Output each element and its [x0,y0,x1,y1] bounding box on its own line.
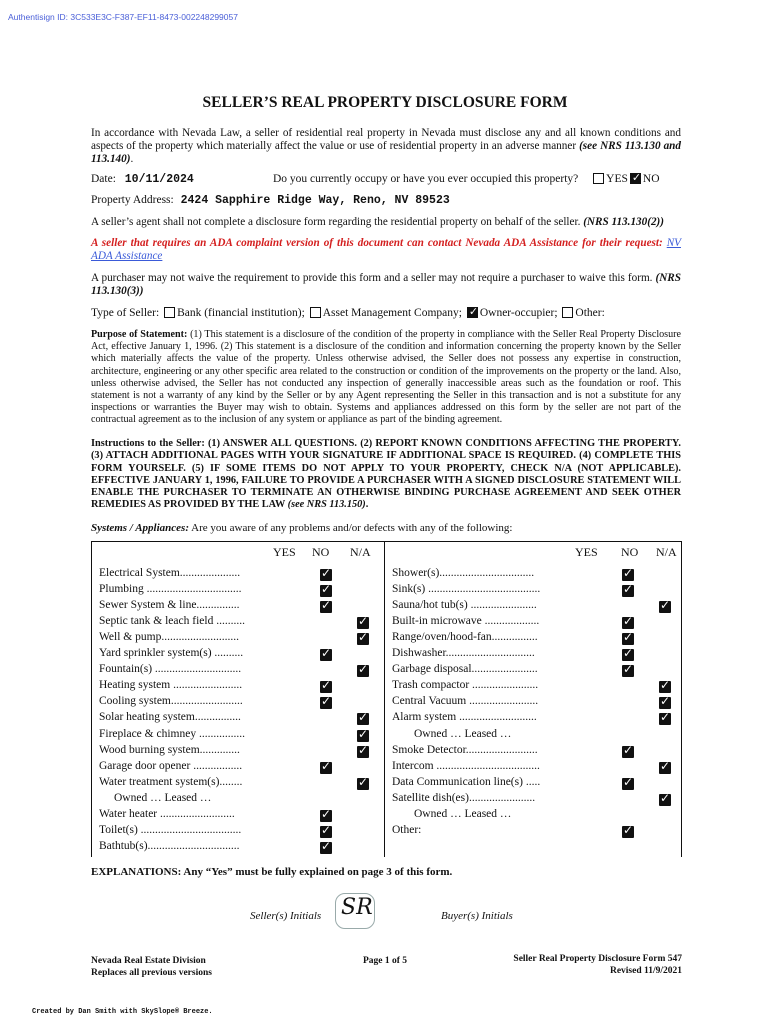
date-value[interactable]: 10/11/2024 [124,173,194,186]
footer-revised: Revised 11/9/2021 [609,966,682,976]
seller-type-other-checkbox[interactable] [562,307,573,318]
left-item-label: Well & pump........................... [99,631,239,644]
right-na-checkbox[interactable] [659,713,671,725]
intro-ref: (see NRS 113.130 and 113.140) [91,140,681,165]
form-title: SELLER’S REAL PROPERTY DISCLOSURE FORM [202,94,568,111]
left-item-label: Plumbing ................................. [99,583,242,596]
left-item-label: Cooling system......................... [99,695,243,708]
left-na-checkbox[interactable] [357,665,369,677]
right-item-label: Satellite dish(es)....................... [392,791,536,804]
table-divider [384,542,385,857]
left-item-label: Fountain(s) .............................. [99,663,242,676]
left-na-header: N/A [350,545,371,559]
occupy-row [273,173,660,185]
left-no-checkbox[interactable] [320,826,332,838]
left-item-label: Bathtub(s)................................ [99,839,240,852]
left-no-checkbox[interactable] [320,842,332,854]
seller-initials-label: Seller(s) Initials [250,910,322,922]
waive-ref: (NRS 113.130(3)) [91,272,681,297]
right-item-label: Garbage disposal....................... [392,663,538,676]
address-value[interactable]: 2424 Sapphire Ridge Way, Reno, NV 89523 [180,194,450,207]
seller-initials-signature: SR [341,895,373,920]
right-no-checkbox[interactable] [622,665,634,677]
left-item-label: Solar heating system................ [99,711,241,724]
left-item-label: Heating system ........................ [99,679,243,692]
date-row [91,173,194,186]
right-na-checkbox[interactable] [659,681,671,693]
left-na-checkbox[interactable] [357,633,369,645]
right-item-label: Sink(s) ....................................... [392,583,541,596]
occupy-no-checkbox[interactable] [630,173,641,184]
intro-text: In accordance with Nevada Law, a seller of residential real property in Nevada must disclose any and all known conditions and aspects of the property which materially affect the value or use of residential property in an adverse manner [91,127,681,152]
right-no-checkbox[interactable] [622,649,634,661]
seller-type-bank-label: Bank (financial institution); [177,307,305,319]
left-item-label: Owned … Leased … [114,791,212,804]
right-no-header: NO [621,545,639,559]
right-item-label: Other: [392,823,422,836]
right-na-checkbox[interactable] [659,794,671,806]
left-no-checkbox[interactable] [320,681,332,693]
left-yes-header: YES [273,545,296,559]
right-item-label: Alarm system ........................... [392,711,537,724]
left-na-checkbox[interactable] [357,713,369,725]
seller-type-owner-label: Owner-occupier; [479,307,558,319]
right-na-checkbox[interactable] [659,697,671,709]
left-item-label: Septic tank & leach field .......... [99,615,245,628]
left-no-checkbox[interactable] [320,649,332,661]
right-no-checkbox[interactable] [622,617,634,629]
left-no-checkbox[interactable] [320,601,332,613]
left-no-header: NO [312,545,330,559]
footer-replaces: Replaces all previous versions [91,968,212,978]
explanations-note: EXPLANATIONS: Any “Yes” must be fully explained on page 3 of this form. [91,866,453,878]
address-row [91,194,450,207]
right-item-label: Owned … Leased … [414,727,512,740]
intro-paragraph [91,127,681,166]
right-no-checkbox[interactable] [622,633,634,645]
date-label: Date: [91,173,116,185]
right-item-label: Sauna/hot tub(s) ....................... [392,599,537,612]
left-na-checkbox[interactable] [357,617,369,629]
seller-type-other-label: Other: [575,307,605,319]
purpose-label: Purpose of Statement: [91,329,188,340]
right-item-label: Intercom .................................... [392,759,540,772]
right-no-checkbox[interactable] [622,746,634,758]
created-by: Created by Dan Smith with SkySlope® Breeze. [32,1008,213,1016]
left-no-checkbox[interactable] [320,569,332,581]
ada-link[interactable]: NV ADA Assistance [91,237,681,262]
purpose-text: (1) This statement is a disclosure of the condition of the property in compliance with the Seller Real Property Disclosure Act, effective January 1, 1996. (2) This statement is a disclosure of the condition and information concerning the property known by the Seller which materially affects the value of the property. Unless otherwise advised, the Seller does not possess any expertise in construction, architecture, engineering or any other specific area related to the construction or condition of the improvements on the property or the land. Also, unless otherwise advised, the Seller has not conducted any inspection of generally inaccessible areas such as the foundation or roof. This statement is not a warranty of any kind by the Seller or by any Agent representing the Seller in this transaction and is not a substitute for any inspections or warranties the Buyer may wish to obtain. Systems and appliances addressed on this form by the seller are not part of the contractual agreement as to the inclusion of any system or appliance as part of the binding agreement. [91,329,682,426]
systems-heading [91,522,512,534]
footer-right [513,953,682,977]
right-item-label: Trash compactor ....................... [392,679,539,692]
left-na-checkbox[interactable] [357,746,369,758]
footer-division: Nevada Real Estate Division [91,956,206,966]
left-item-label: Wood burning system.............. [99,743,240,756]
systems-table [91,541,682,857]
left-no-checkbox[interactable] [320,585,332,597]
left-item-label: Yard sprinkler system(s) .......... [99,647,244,660]
right-item-label: Data Communication line(s) ..... [392,775,541,788]
instructions-end: . [365,499,369,511]
right-item-label: Dishwasher............................... [392,647,535,660]
agent-note-ref: (NRS 113.130(2)) [583,216,665,228]
right-no-checkbox[interactable] [622,826,634,838]
right-no-checkbox[interactable] [622,569,634,581]
right-yes-header: YES [575,545,598,559]
right-na-header: N/A [656,545,677,559]
right-item-label: Owned … Leased … [414,807,512,820]
waive-text: A purchaser may not waive the requirement to provide this form and a seller may not require a purchaser to waive this form. [91,272,656,284]
instructions-text: Instructions to the Seller: (1) ANSWER ALL QUESTIONS. (2) REPORT KNOWN CONDITIONS AFFECTING THE PROPERTY. (3) ATTACH ADDITIONAL PAGES WITH YOUR SIGNATURE IF ADDITIONAL SPACE IS REQUIRED. (4) COMPLETE THIS FORM YOURSELF. (5) IF SOME ITEMS DO NOT APPLY TO YOUR PROPERTY, CHECK N/A (NOT APPLICABLE). EFFECTIVE JANUARY 1, 1996, FAILURE TO PROVIDE A PURCHASER WITH A SIGNED DISCLOSURE STATEMENT WILL ENABLE THE PURCHASER TO TERMINATE AN OTHERWISE BINDING PURCHASE AGREEMENT AND SEEK OTHER REMEDIES AS PROVIDED BY THE LAW [91,438,681,511]
left-item-label: Garage door opener ................. [99,759,243,772]
left-na-checkbox[interactable] [357,778,369,790]
left-no-checkbox[interactable] [320,810,332,822]
occupy-no-label: NO [642,173,660,185]
waive-paragraph [91,272,681,298]
footer-form-name: Seller Real Property Disclosure Form 547 [513,954,682,964]
left-no-checkbox[interactable] [320,762,332,774]
systems-question: Are you aware of any problems and/or defects with any of the following: [188,522,513,534]
left-no-checkbox[interactable] [320,697,332,709]
left-item-label: Toilet(s) ................................... [99,823,242,836]
occupy-yes-label: YES [606,173,628,185]
authentisign-id: Authentisign ID: 3C533E3C-F387-EF11-8473-002248299057 [8,12,238,22]
intro-end: . [130,153,134,165]
systems-label: Systems / Appliances: [91,522,189,534]
footer-page: Page 1 of 5 [362,956,408,966]
seller-type-label: Type of Seller: [91,307,160,319]
ada-text: A seller that requires an ADA complaint version of this document can contact Nevada ADA Assistance for their request: [91,237,667,249]
seller-type-row [91,307,605,319]
agent-note [91,216,681,229]
ada-notice [91,237,681,263]
seller-type-owner-checkbox[interactable] [467,307,478,318]
right-item-label: Central Vacuum ........................ [392,695,539,708]
purpose-statement [91,329,681,427]
agent-note-text: A seller’s agent shall not complete a disclosure form regarding the residential property on behalf of the seller. [91,216,584,228]
right-no-checkbox[interactable] [622,585,634,597]
left-na-checkbox[interactable] [357,730,369,742]
seller-type-bank-checkbox[interactable] [164,307,175,318]
left-item-label: Fireplace & chimney ................ [99,727,245,740]
seller-type-asset-checkbox[interactable] [310,307,321,318]
right-item-label: Smoke Detector......................... [392,743,538,756]
left-item-label: Water heater .......................... [99,807,235,820]
occupy-yes-checkbox[interactable] [593,173,604,184]
right-item-label: Range/oven/hood-fan................ [392,631,538,644]
right-na-checkbox[interactable] [659,601,671,613]
instructions [91,438,681,512]
buyer-initials-label: Buyer(s) Initials [441,910,513,922]
right-na-checkbox[interactable] [659,762,671,774]
left-item-label: Electrical System..................... [99,567,241,579]
seller-type-asset-label: Asset Management Company; [322,307,462,319]
instructions-ref: (see NRS 113.150) [287,499,366,511]
right-item-label: Built-in microwave ................... [392,615,540,628]
left-item-label: Water treatment system(s)........ [99,775,243,788]
occupy-question: Do you currently occupy or have you ever occupied this property? [273,173,579,185]
left-item-label: Sewer System & line............... [99,599,240,612]
right-no-checkbox[interactable] [622,778,634,790]
right-item-label: Shower(s)................................. [392,567,535,579]
address-label: Property Address: [91,194,174,206]
